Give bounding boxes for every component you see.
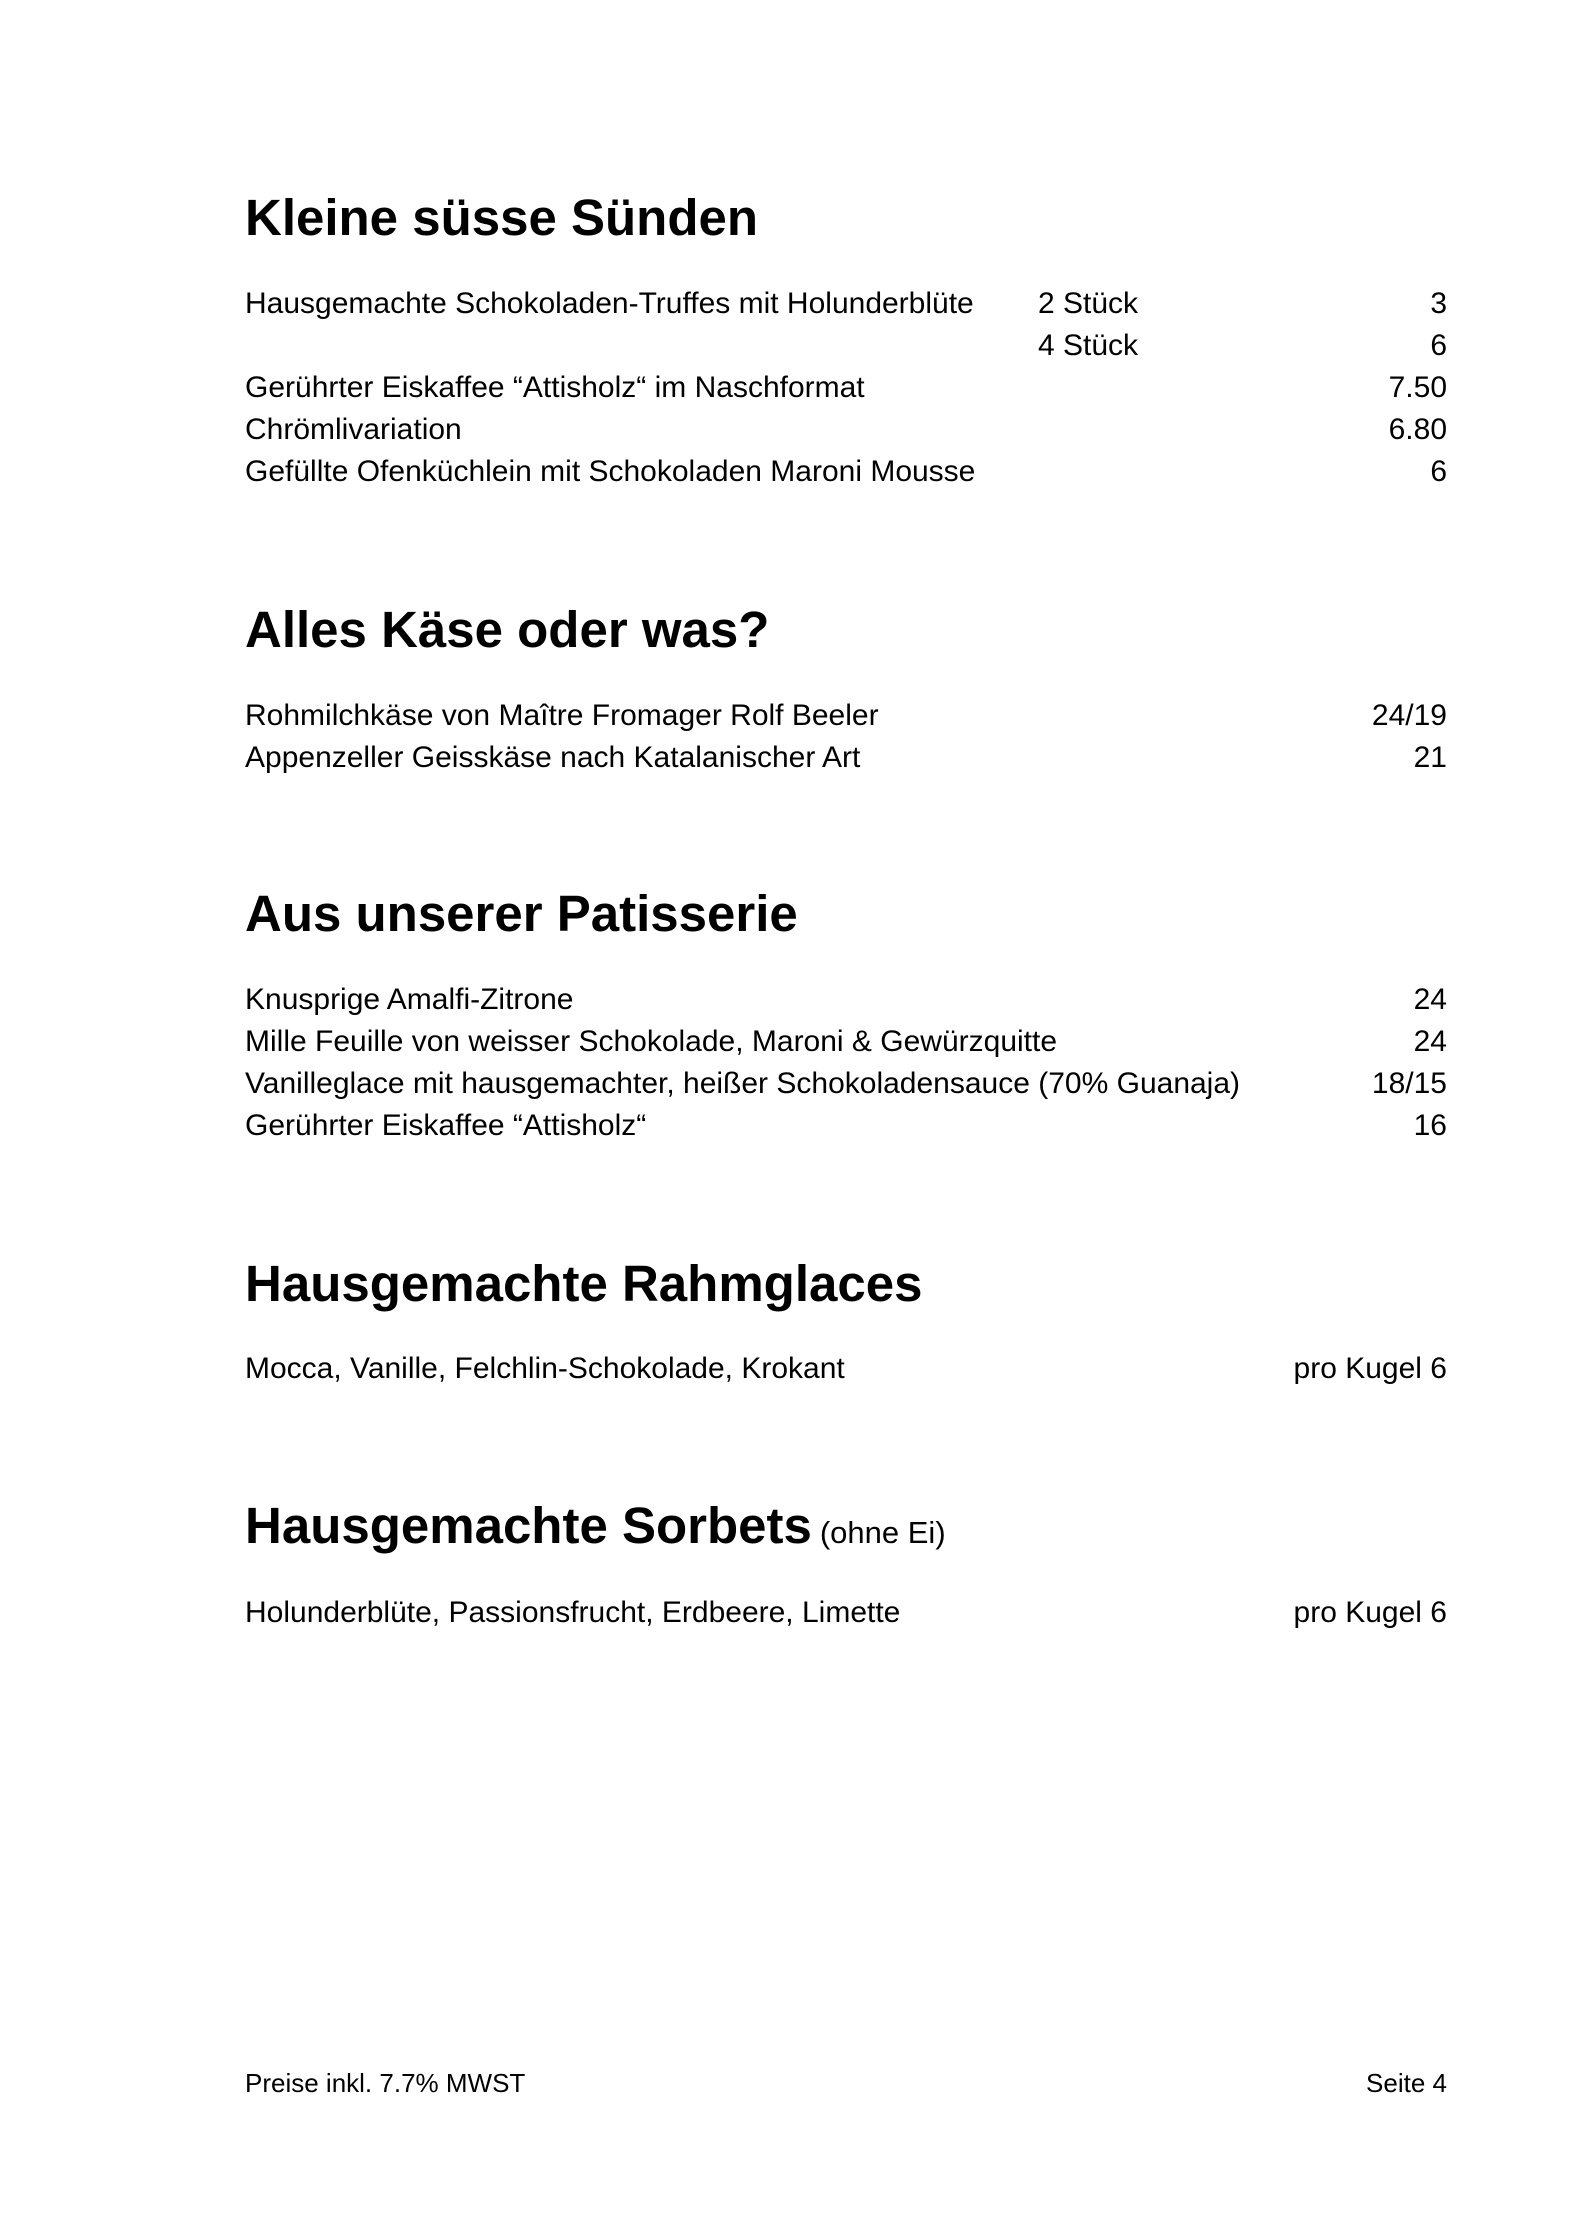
menu-item — [245, 1063, 1447, 1105]
menu-item — [245, 1021, 1447, 1063]
menu-item — [245, 409, 1447, 451]
item-price: 3 — [1430, 287, 1447, 320]
menu-item — [245, 737, 1447, 779]
item-quantity: 2 Stück — [1038, 287, 1139, 320]
section-title-patisserie: Aus unserer Patisserie — [245, 885, 798, 942]
item-name: Gerührter Eiskaffee “Attisholz“ — [245, 1109, 647, 1142]
item-name: Rohmilchkäse von Maître Fromager Rolf Beeler — [245, 699, 879, 732]
item-price: 24 — [1413, 983, 1447, 1016]
section-title-text: Hausgemachte Sorbets — [245, 1497, 812, 1554]
menu-item — [245, 283, 1447, 325]
item-name: Vanilleglace mit hausgemachter, heißer Schokoladensauce (70% Guanaja) — [245, 1067, 1241, 1100]
item-name: Appenzeller Geisskäse nach Katalanischer Art — [245, 741, 861, 774]
item-price: 24 — [1413, 1025, 1447, 1058]
footer-page-number: Seite 4 — [1366, 2068, 1447, 2098]
item-price: 6 — [1430, 455, 1447, 488]
item-price: 6.80 — [1388, 413, 1447, 446]
item-name: Mille Feuille von weisser Schokolade, Maroni & Gewürzquitte — [245, 1025, 1058, 1058]
menu-item — [245, 451, 1447, 493]
item-price: 6 — [1430, 329, 1447, 362]
item-price: pro Kugel 6 — [1293, 1352, 1447, 1385]
menu-item — [245, 325, 1447, 367]
menu-item — [245, 1348, 1447, 1390]
menu-item — [245, 979, 1447, 1021]
item-name: Hausgemachte Schokoladen-Truffes mit Holunderblüte — [245, 287, 974, 320]
item-price: 24/19 — [1371, 699, 1447, 732]
menu-item — [245, 367, 1447, 409]
item-name: Holunderblüte, Passionsfrucht, Erdbeere, Limette — [245, 1596, 901, 1629]
section-title-rahmglaces: Hausgemachte Rahmglaces — [245, 1255, 923, 1312]
item-name: Gerührter Eiskaffee “Attisholz“ im Naschformat — [245, 371, 865, 404]
menu-item — [245, 695, 1447, 737]
item-name: Mocca, Vanille, Felchlin-Schokolade, Krokant — [245, 1352, 845, 1385]
item-price: 7.50 — [1388, 371, 1447, 404]
menu-item — [245, 1592, 1447, 1634]
item-price: 16 — [1413, 1109, 1447, 1142]
menu-item — [245, 1105, 1447, 1147]
section-title-sorbets — [245, 1497, 946, 1554]
footer-vat-note: Preise inkl. 7.7% MWST — [245, 2068, 526, 2098]
section-title-kleine-suesse-suenden: Kleine süsse Sünden — [245, 189, 758, 246]
item-price: 21 — [1413, 741, 1447, 774]
item-name: Knusprige Amalfi-Zitrone — [245, 983, 574, 1016]
item-price: pro Kugel 6 — [1293, 1596, 1447, 1629]
section-title-alles-kaese: Alles Käse oder was? — [245, 601, 770, 658]
section-title-note: (ohne Ei) — [819, 1515, 946, 1550]
item-quantity: 4 Stück — [1038, 329, 1139, 362]
item-name: Chrömlivariation — [245, 413, 462, 446]
item-name: Gefüllte Ofenküchlein mit Schokoladen Maroni Mousse — [245, 455, 976, 488]
item-price: 18/15 — [1371, 1067, 1447, 1100]
